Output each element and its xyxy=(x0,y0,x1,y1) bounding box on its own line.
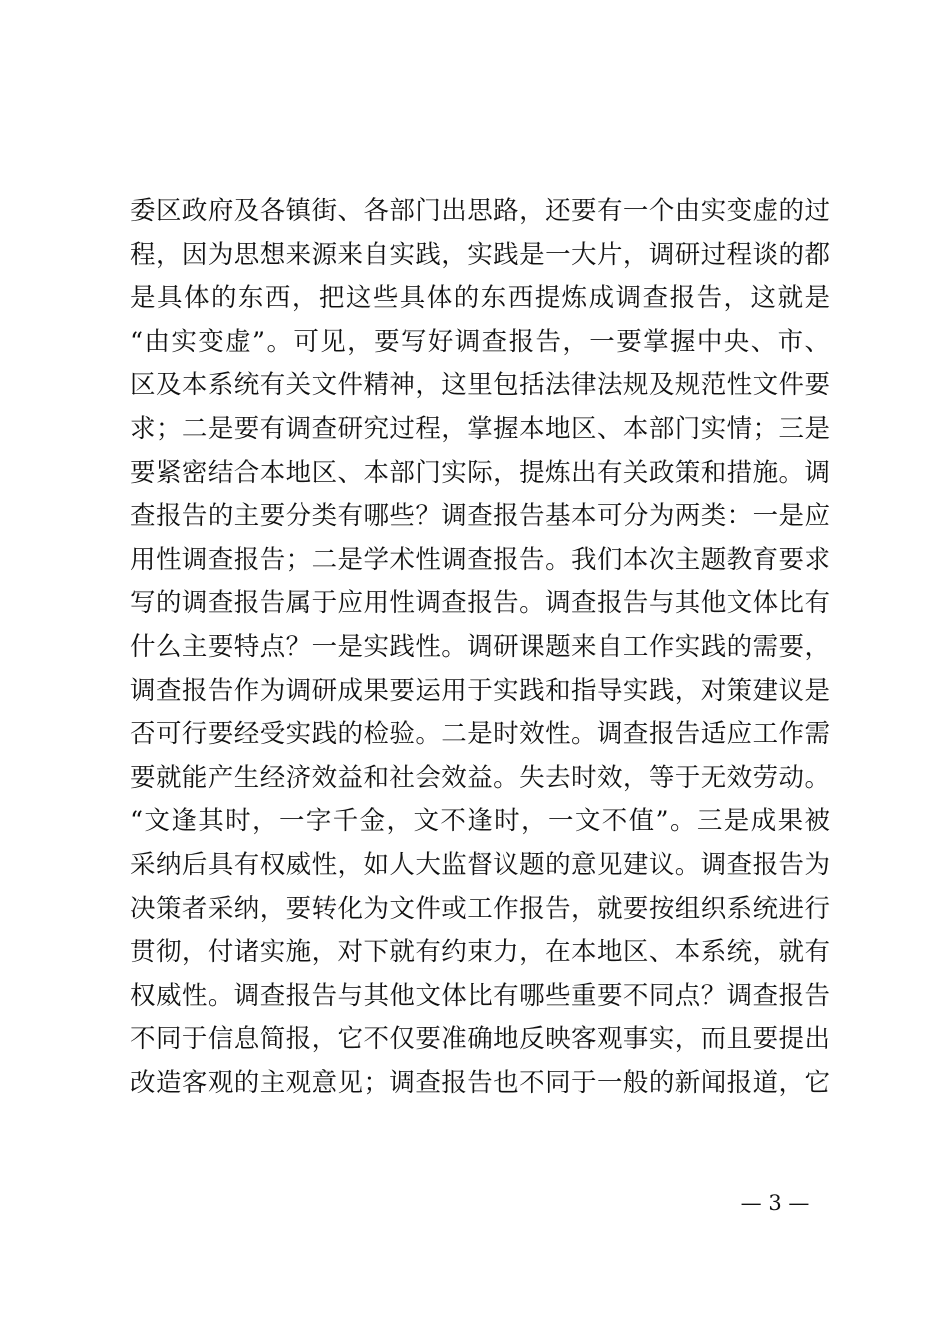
text-line: 调查报告作为调研成果要运用于实践和指导实践，对策建议是 xyxy=(130,675,830,706)
page-number: — 3 — xyxy=(740,1191,810,1215)
text-line: 用性调查报告；二是学术性调查报告。我们本次主题教育要求 xyxy=(130,544,830,575)
text-line: “由实变虚”。可见，要写好调查报告，一要掌握中央、市、 xyxy=(130,326,830,357)
text-line: 区及本系统有关文件精神，这里包括法律法规及规范性文件要 xyxy=(130,370,830,401)
text-line: 委区政府及各镇街、各部门出思路，还要有一个由实变虚的过 xyxy=(130,196,830,226)
text-line: “文逢其时，一字千金，文不逢时，一文不值”。三是成果被 xyxy=(130,806,830,837)
text-line: 写的调查报告属于应用性调查报告。调查报告与其他文体比有 xyxy=(130,588,830,619)
text-line: 否可行要经受实践的检验。二是时效性。调查报告适应工作需 xyxy=(130,719,830,750)
text-line: 是具体的东西，把这些具体的东西提炼成调查报告，这就是 xyxy=(130,283,830,314)
text-line: 要紧密结合本地区、本部门实际，提炼出有关政策和措施。调 xyxy=(130,457,830,488)
text-line: 采纳后具有权威性，如人大监督议题的意见建议。调查报告为 xyxy=(130,849,830,880)
text-line: 什么主要特点？一是实践性。调研课题来自工作实践的需要， xyxy=(130,631,830,662)
text-line: 权威性。调查报告与其他文体比有哪些重要不同点？调查报告 xyxy=(130,980,830,1011)
text-line: 查报告的主要分类有哪些？调查报告基本可分为两类：一是应 xyxy=(130,501,830,532)
body-text xyxy=(130,190,830,1105)
text-line: 贯彻，付诸实施，对下就有约束力，在本地区、本系统，就有 xyxy=(130,937,830,968)
text-line: 决策者采纳，要转化为文件或工作报告，就要按组织系统进行 xyxy=(130,893,830,924)
text-line: 不同于信息简报，它不仅要准确地反映客观事实，而且要提出 xyxy=(130,1024,830,1055)
text-line: 程，因为思想来源来自实践，实践是一大片，调研过程谈的都 xyxy=(130,239,830,270)
text-line: 改造客观的主观意见；调查报告也不同于一般的新闻报道，它 xyxy=(130,1067,830,1098)
text-line: 求；二是要有调查研究过程，掌握本地区、本部门实情；三是 xyxy=(130,413,830,444)
text-line: 要就能产生经济效益和社会效益。失去时效，等于无效劳动。 xyxy=(130,762,830,793)
